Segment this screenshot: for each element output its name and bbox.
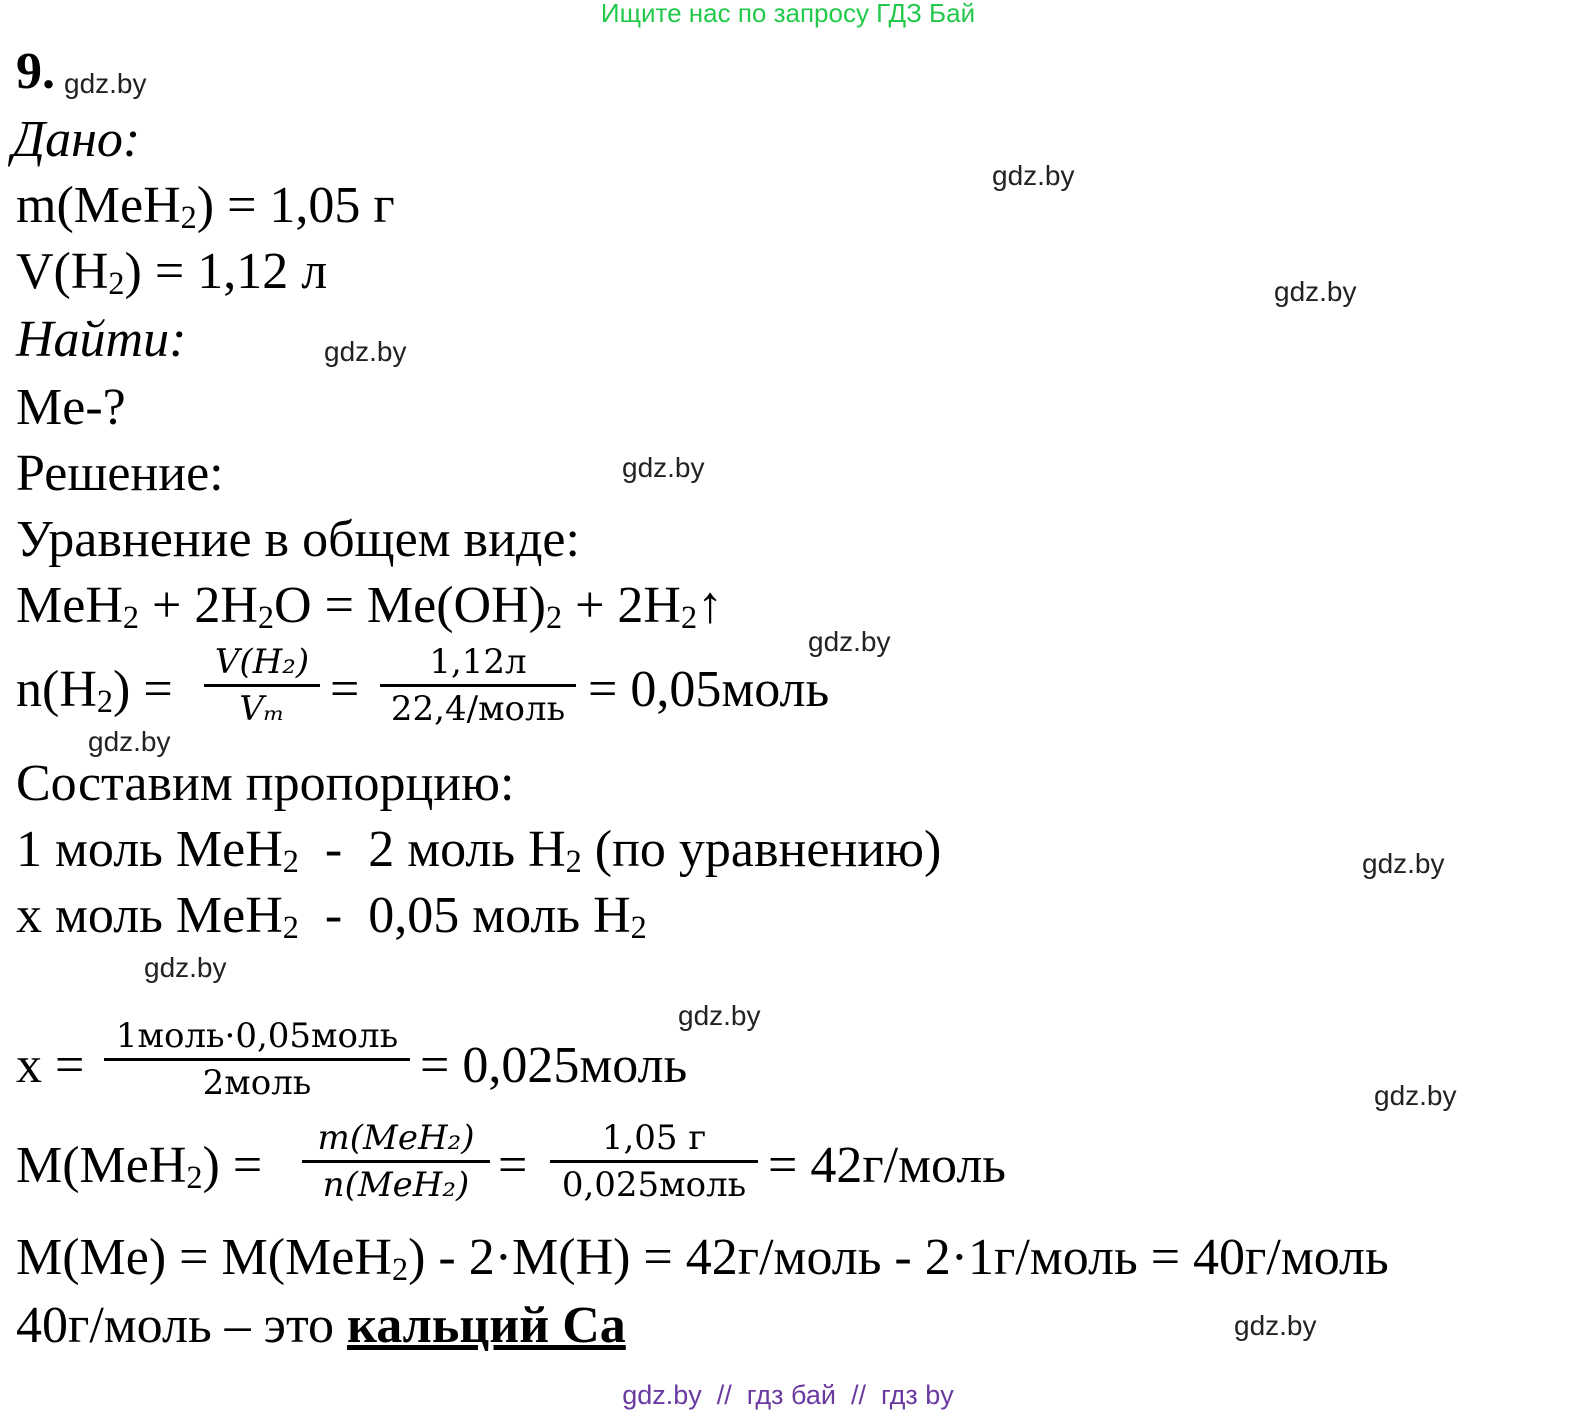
find-label: Найти: — [16, 311, 187, 368]
watermark: gdz.by — [88, 726, 171, 757]
watermark: gdz.by — [144, 952, 227, 983]
proportion-line-2: x моль MeH$_2$ - 0,05 моль $H_2$ — [16, 887, 647, 945]
watermark: gdz.by — [1362, 848, 1445, 879]
n-h2-result: = 0,05моль — [588, 661, 830, 718]
equals-sign: = — [330, 661, 360, 718]
molar-result: = 42г/моль — [768, 1137, 1006, 1194]
x-result: = 0,025моль — [420, 1037, 688, 1094]
fraction-x: 1моль·0,05моль 2моль — [104, 1016, 410, 1103]
watermark: gdz.by — [64, 68, 147, 99]
problem-number: 9. — [16, 43, 55, 100]
answer: кальций Ca — [347, 1297, 626, 1354]
watermark: gdz.by — [1274, 276, 1357, 307]
given-mass: m(MeH$_2$) = 1,05 г — [16, 177, 395, 235]
given-volume: $V(H_2) = 1,12$ л — [16, 243, 328, 301]
watermark: gdz.by — [808, 626, 891, 657]
site-banner: Ищите нас по запросу ГДЗ Бай — [600, 0, 976, 28]
fraction-mass-over-moles: m(MeH₂) n(MeH₂) — [302, 1118, 490, 1205]
fraction-volume-over-vm: V(H₂) Vₘ — [204, 642, 320, 729]
general-equation-label: Уравнение в общем виде: — [16, 511, 580, 568]
watermark: gdz.by — [324, 336, 407, 367]
watermark: gdz.by — [622, 452, 705, 483]
site-footer: gdz.by // гдз бай // гдз by — [622, 1380, 954, 1410]
find-item: Me-? — [16, 379, 126, 436]
molar-lhs: M(MeH$_2$) = — [16, 1137, 263, 1195]
watermark: gdz.by — [1374, 1080, 1457, 1111]
equals-sign-2: = — [498, 1137, 528, 1194]
watermark: gdz.by — [678, 1000, 761, 1031]
given-label: Дано: — [12, 111, 141, 168]
fraction-volume-values: 1,12л 22,4/моль — [380, 642, 576, 729]
conclusion: 40г/моль – это кальций Ca — [16, 1297, 626, 1354]
proportion-line-1: 1 моль MeH$_2$ - 2 моль $H_2$ (по уравнению) — [16, 821, 942, 879]
fraction-mass-values: 1,05 г 0,025моль — [550, 1118, 758, 1205]
proportion-label: Составим пропорцию: — [16, 755, 515, 812]
watermark: gdz.by — [992, 160, 1075, 191]
watermark: gdz.by — [1234, 1310, 1317, 1341]
solution-label: Решение: — [16, 445, 224, 502]
n-h2-lhs: $n(H_2)$ = — [16, 661, 173, 719]
x-lhs: x = — [16, 1037, 85, 1094]
metal-molar-mass: M(Me) = M(MeH$_2$) - 2·M(H) = 42г/моль - 2·1г/моль = 40г/моль — [16, 1229, 1389, 1287]
reaction-equation: $MeH_2 + 2H_2O = Me(OH)_2$ + $2H_2↑$ — [16, 577, 724, 635]
